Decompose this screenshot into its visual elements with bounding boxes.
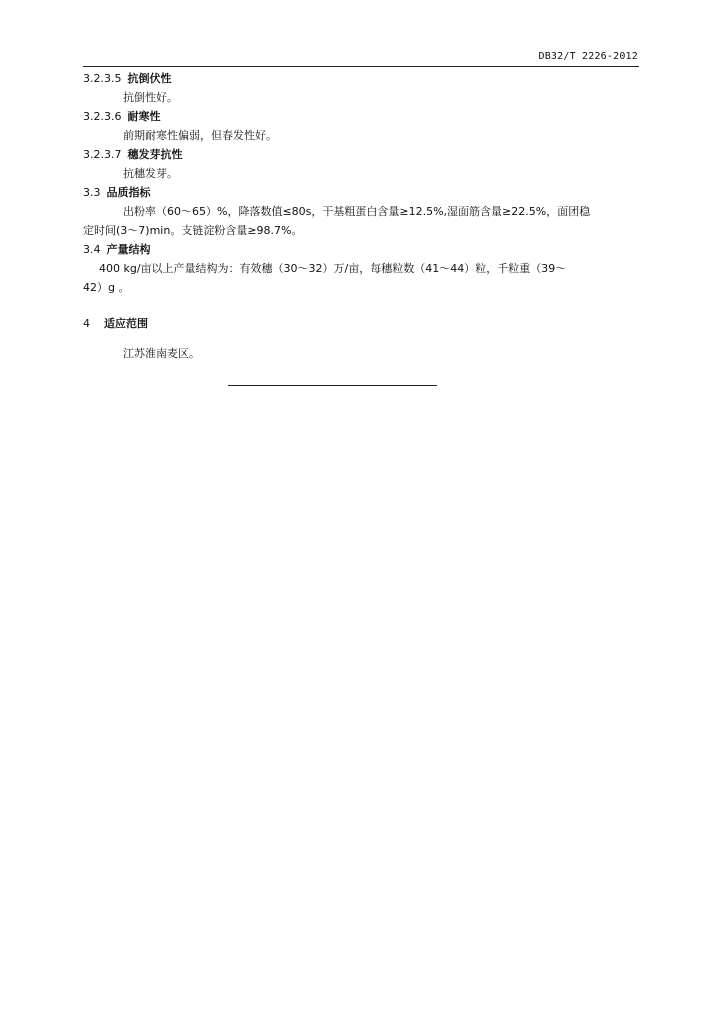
paragraph-3-2-3-6: 前期耐寒性偏弱，但春发性好。 — [123, 129, 277, 142]
section-title: 品质指标 — [106, 186, 151, 199]
paragraph-3-4-line-1: 400 kg/亩以上产量结构为：有效穗（30～32）万/亩，每穗粒数（41～44）粒，千粒重（39～ — [99, 262, 567, 275]
paragraph-3-2-3-7: 抗穗发芽。 — [123, 167, 178, 180]
section-number: 3.3 — [83, 186, 101, 199]
end-of-document-rule — [228, 385, 437, 386]
document-body — [83, 69, 643, 363]
paragraph-3-3-line-2: 定时间(3～7)min。支链淀粉含量≥98.7%。 — [83, 224, 303, 237]
header-rule — [83, 66, 639, 67]
section-title: 耐寒性 — [127, 110, 161, 123]
section-title: 抗倒伏性 — [127, 72, 172, 85]
paragraph-3-3-line-1: 出粉率（60～65）%，降落数值≤80s，干基粗蛋白含量≥12.5%,湿面筋含量≥22.5%，面团稳 — [123, 205, 591, 218]
section-number: 3.2.3.7 — [83, 148, 122, 161]
paragraph-3-4-line-2: 42）g 。 — [83, 281, 130, 294]
section-number: 3.2.3.5 — [83, 72, 122, 85]
section-number: 3.4 — [83, 243, 101, 256]
document-code: DB32/T 2226-2012 — [538, 51, 638, 62]
heading-3-4 — [83, 240, 643, 259]
paragraph-4: 江苏淮南麦区。 — [123, 347, 200, 360]
section-title: 产量结构 — [106, 243, 151, 256]
heading-3-3 — [83, 183, 643, 202]
section-title: 穗发芽抗性 — [127, 148, 183, 161]
section-number: 4 — [83, 317, 90, 330]
section-title: 适应范围 — [104, 317, 148, 330]
heading-3-2-3-7 — [83, 145, 643, 164]
paragraph-3-2-3-5: 抗倒性好。 — [123, 91, 178, 104]
section-number: 3.2.3.6 — [83, 110, 122, 123]
heading-3-2-3-6 — [83, 107, 643, 126]
heading-4 — [83, 314, 643, 333]
heading-3-2-3-5 — [83, 69, 643, 88]
